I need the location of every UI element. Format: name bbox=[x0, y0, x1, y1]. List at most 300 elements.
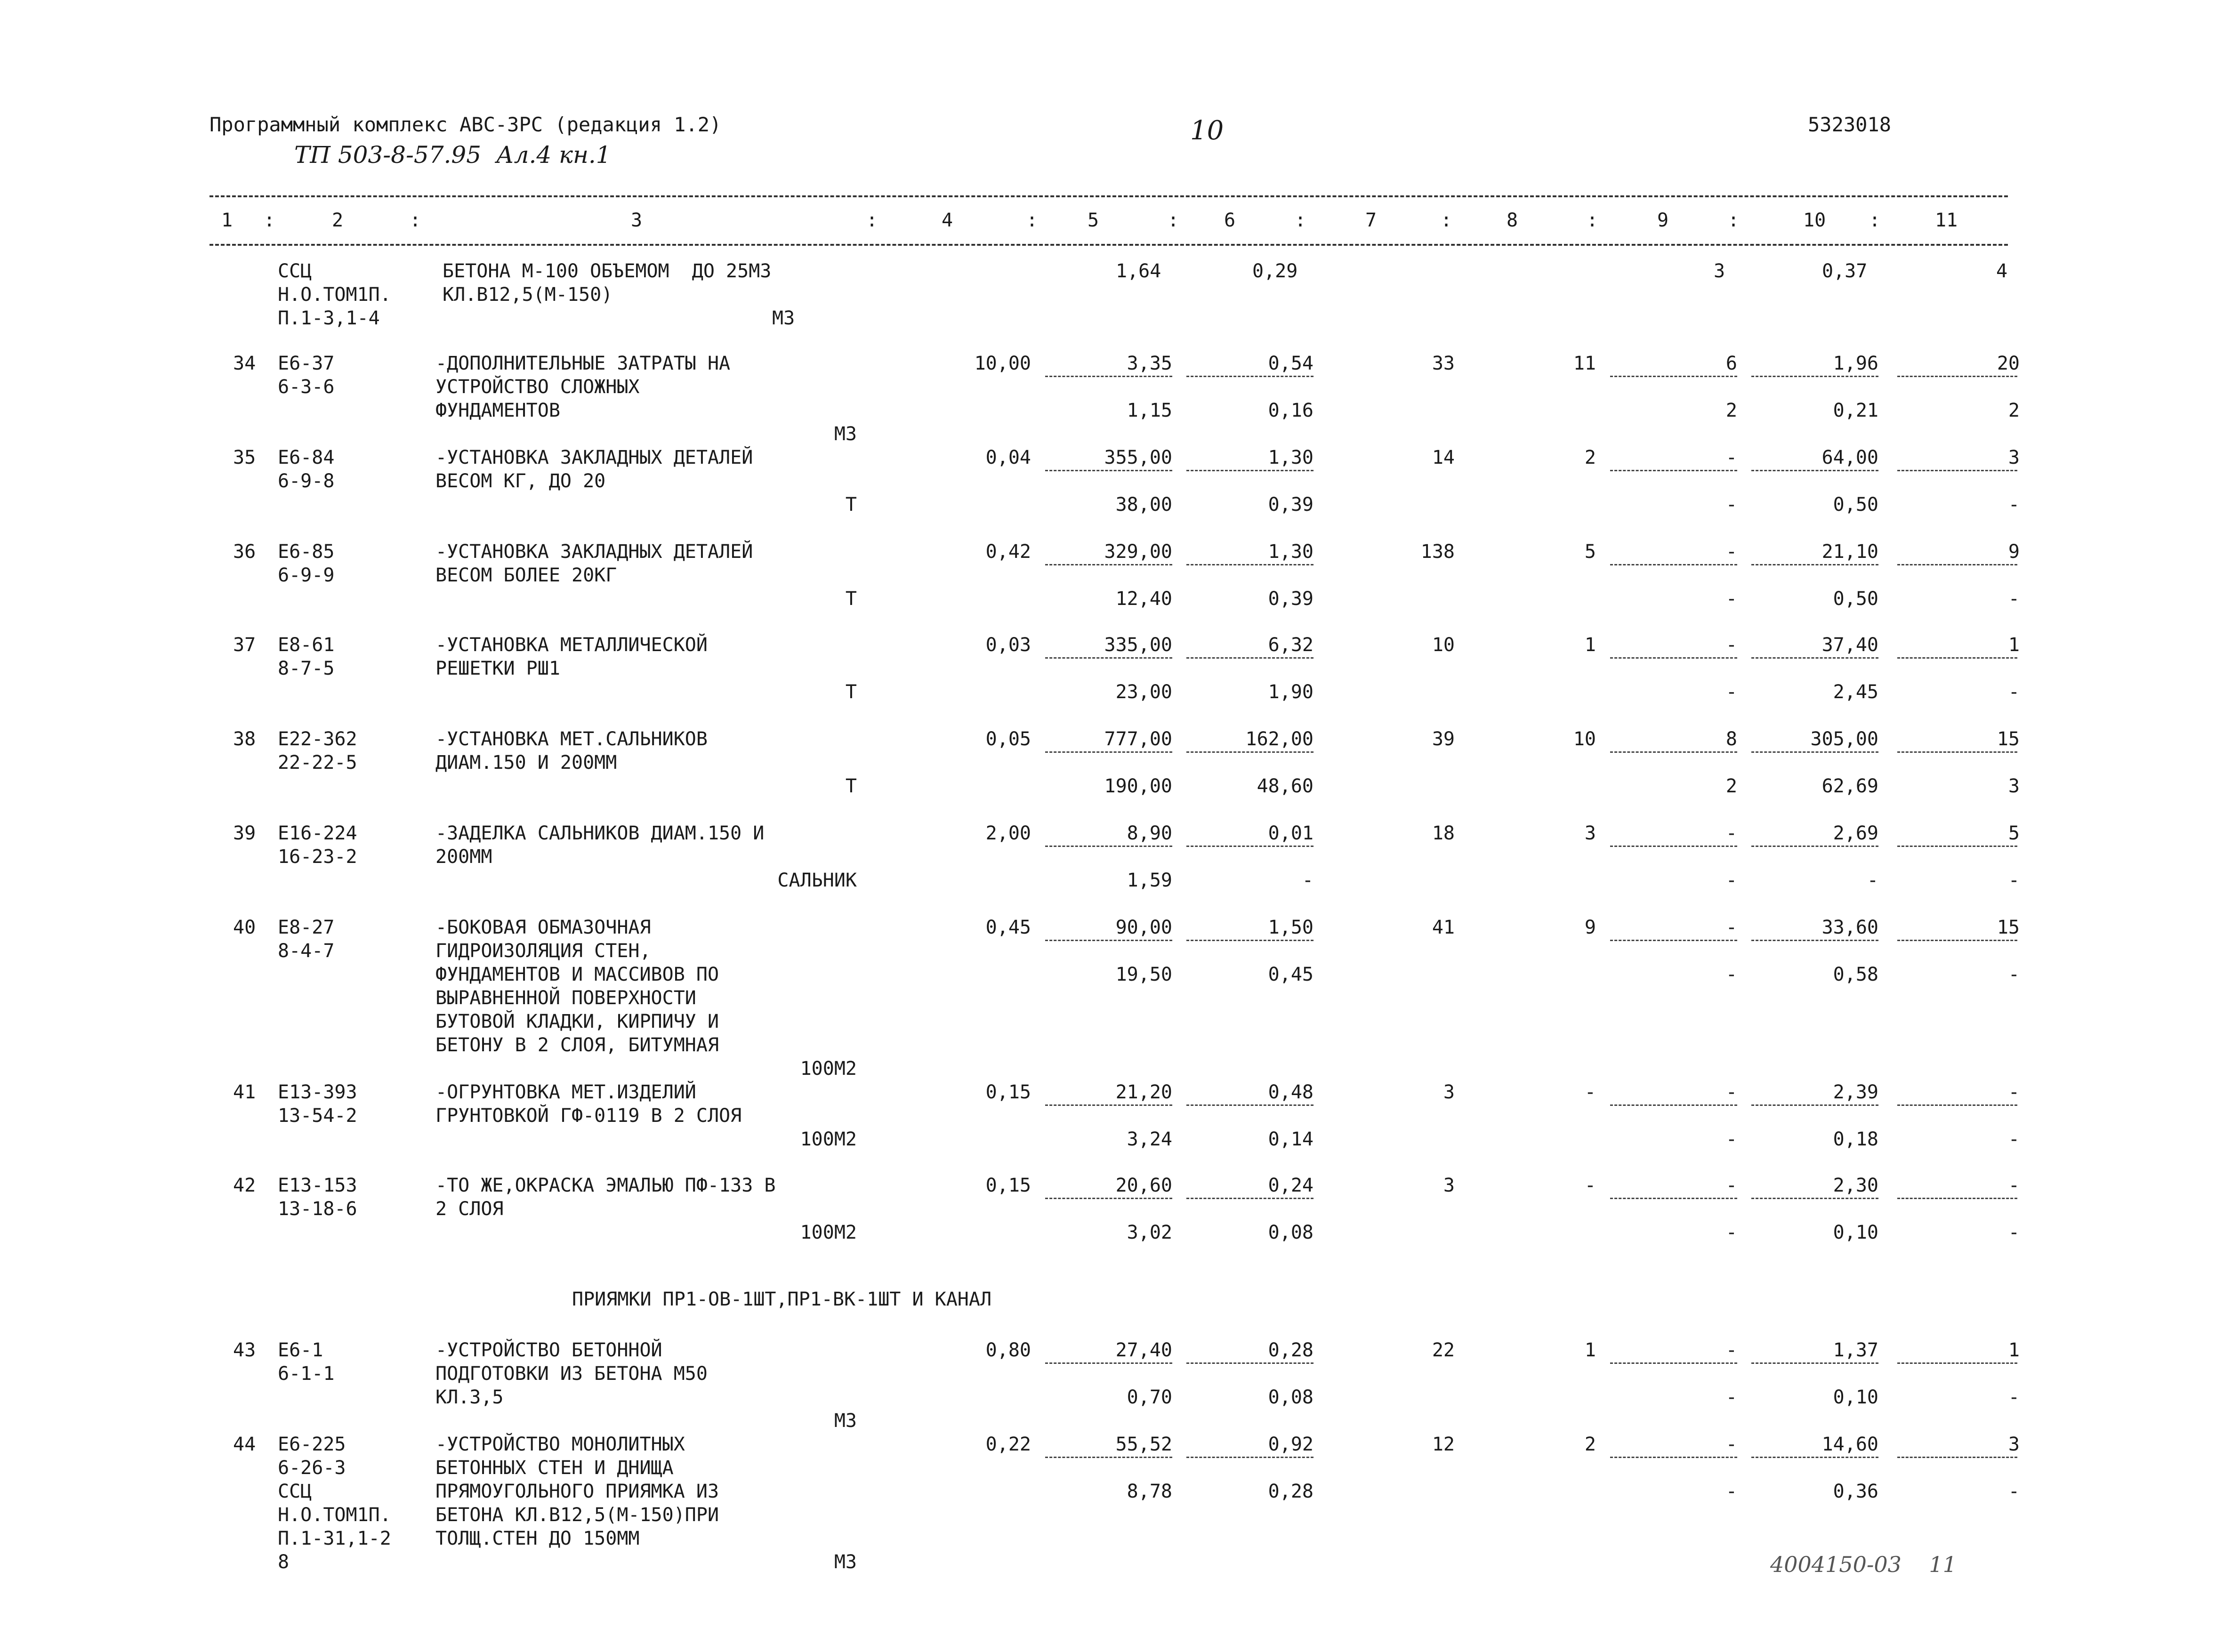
fraction-rule bbox=[1610, 564, 1737, 565]
norm-code: Е16-224 bbox=[278, 822, 357, 844]
unit-wages: 19,50 bbox=[1115, 964, 1172, 985]
unit-cost-machines: 0,24 bbox=[1268, 1175, 1313, 1196]
wages-value: 6 bbox=[1725, 353, 1737, 374]
fraction-rule bbox=[1186, 1457, 1313, 1458]
fraction-rule bbox=[1045, 657, 1172, 659]
work-description-line: 200ММ bbox=[435, 846, 492, 868]
row-number: 37 bbox=[233, 634, 256, 656]
fraction-rule bbox=[1045, 1457, 1172, 1458]
wages-value: - bbox=[1725, 541, 1737, 563]
fraction-rule bbox=[1751, 1198, 1878, 1199]
work-description-line: БУТОВОЙ КЛАДКИ, КИРПИЧУ И bbox=[435, 1011, 719, 1032]
fraction-rule bbox=[1045, 376, 1172, 377]
unit-machine-wages: 0,39 bbox=[1268, 494, 1313, 516]
labor-total: - bbox=[2008, 1081, 2020, 1103]
total-machines: 1 bbox=[1584, 1339, 1596, 1361]
labor-machine-total: - bbox=[2008, 494, 2020, 516]
footer-handwritten-note: 4004150-03 11 bbox=[1770, 1552, 1957, 1577]
fraction-rule bbox=[1045, 1362, 1172, 1364]
unit-wages: 23,00 bbox=[1115, 681, 1172, 703]
total-machines: - bbox=[1584, 1081, 1596, 1103]
unit-of-measure: М3 bbox=[834, 1551, 857, 1573]
fraction-rule bbox=[1751, 657, 1878, 659]
work-description-line: УСТРОЙСТВО СЛОЖНЫХ bbox=[435, 376, 640, 398]
machine-wages: 2 bbox=[1725, 400, 1737, 421]
norm-code: Е6-85 bbox=[278, 541, 335, 563]
fraction-rule bbox=[1897, 376, 2017, 377]
work-description-line: ДИАМ.150 И 200ММ bbox=[435, 752, 617, 774]
labor-unit: 305,00 bbox=[1810, 728, 1878, 750]
machine-wages: - bbox=[1725, 870, 1737, 891]
unit-machine-wages: 0,08 bbox=[1268, 1386, 1313, 1408]
row-number: 40 bbox=[233, 917, 256, 938]
fraction-rule bbox=[1610, 1198, 1737, 1199]
unit-cost-machines: 0,92 bbox=[1268, 1434, 1313, 1455]
column-number: 6 bbox=[1224, 210, 1236, 231]
unit-of-measure: 100М2 bbox=[800, 1058, 857, 1080]
unit-of-measure: Т bbox=[845, 681, 857, 703]
work-description-line: ГИДРОИЗОЛЯЦИЯ СТЕН, bbox=[435, 940, 651, 962]
work-description-line: -УСТАНОВКА МЕТАЛЛИЧЕСКОЙ bbox=[435, 634, 708, 656]
fraction-rule bbox=[1186, 657, 1313, 659]
unit-wages: 3,02 bbox=[1127, 1222, 1172, 1243]
fraction-rule bbox=[1610, 657, 1737, 659]
total-cost: 14 bbox=[1432, 447, 1455, 468]
work-description-line: БЕТОННЫХ СТЕН И ДНИЩА bbox=[435, 1457, 674, 1479]
labor-unit: 1,37 bbox=[1833, 1339, 1878, 1361]
labor-machine-total: - bbox=[2008, 964, 2020, 985]
wages-value: - bbox=[1725, 447, 1737, 468]
column-separator: : bbox=[1295, 210, 1306, 231]
unit-wages: 38,00 bbox=[1115, 494, 1172, 516]
fraction-rule bbox=[1186, 846, 1313, 847]
fraction-rule bbox=[1045, 940, 1172, 941]
unit-cost-total: 329,00 bbox=[1104, 541, 1172, 563]
total-cost: 41 bbox=[1432, 917, 1455, 938]
column-separator: : bbox=[1728, 210, 1740, 231]
labor-machine-unit: 0,58 bbox=[1833, 964, 1878, 985]
labor-total: - bbox=[2008, 1175, 2020, 1196]
first-desc-2: КЛ.В12,5(М-150) bbox=[443, 284, 613, 306]
work-description-line: -УСТРОЙСТВО БЕТОННОЙ bbox=[435, 1339, 662, 1361]
total-machines: 2 bbox=[1584, 447, 1596, 468]
labor-machine-total: 3 bbox=[2008, 775, 2020, 797]
fraction-rule bbox=[1186, 1104, 1313, 1106]
unit-cost-machines: 1,50 bbox=[1268, 917, 1313, 938]
row-number: 44 bbox=[233, 1434, 256, 1455]
labor-total: 15 bbox=[1997, 728, 2020, 750]
unit-cost-machines: 0,54 bbox=[1268, 353, 1313, 374]
unit-of-measure: 100М2 bbox=[800, 1128, 857, 1150]
unit-wages: 8,78 bbox=[1127, 1481, 1172, 1502]
first-code-3: П.1-3,1-4 bbox=[278, 307, 380, 329]
row-number: 38 bbox=[233, 728, 256, 750]
total-cost: 33 bbox=[1432, 353, 1455, 374]
column-number: 2 bbox=[332, 210, 344, 231]
work-description-line: 2 СЛОЯ bbox=[435, 1198, 504, 1220]
column-separator: : bbox=[866, 210, 878, 231]
unit-of-measure: Т bbox=[845, 588, 857, 610]
fraction-rule bbox=[1751, 376, 1878, 377]
column-header-rule bbox=[210, 244, 2008, 246]
labor-machine-unit: 0,50 bbox=[1833, 494, 1878, 516]
fraction-rule bbox=[1610, 376, 1737, 377]
labor-machine-unit: 0,10 bbox=[1833, 1222, 1878, 1243]
unit-machine-wages: 0,28 bbox=[1268, 1481, 1313, 1502]
unit-cost-total: 335,00 bbox=[1104, 634, 1172, 656]
labor-unit: 2,69 bbox=[1833, 822, 1878, 844]
column-number: 7 bbox=[1365, 210, 1377, 231]
fraction-rule bbox=[1751, 751, 1878, 753]
machine-wages: - bbox=[1725, 681, 1737, 703]
total-cost: 18 bbox=[1432, 822, 1455, 844]
total-machines: 9 bbox=[1584, 917, 1596, 938]
total-machines: 11 bbox=[1573, 353, 1596, 374]
labor-machine-unit: 0,18 bbox=[1833, 1128, 1878, 1150]
column-number: 8 bbox=[1507, 210, 1518, 231]
norm-code-secondary: 16-23-2 bbox=[278, 846, 357, 868]
fraction-rule bbox=[1045, 846, 1172, 847]
norm-code-secondary: 13-18-6 bbox=[278, 1198, 357, 1220]
page-number: 10 bbox=[1190, 115, 1224, 146]
fraction-rule bbox=[1186, 751, 1313, 753]
total-cost: 138 bbox=[1420, 541, 1455, 563]
work-description-line: ПРЯМОУГОЛЬНОГО ПРИЯМКА ИЗ bbox=[435, 1481, 719, 1502]
labor-total: 1 bbox=[2008, 634, 2020, 656]
column-number: 11 bbox=[1935, 210, 1958, 231]
total-machines: 10 bbox=[1573, 728, 1596, 750]
machine-wages: 2 bbox=[1725, 775, 1737, 797]
quantity-value: 0,15 bbox=[985, 1175, 1031, 1196]
row-number: 43 bbox=[233, 1339, 256, 1361]
norm-code-secondary: 13-54-2 bbox=[278, 1105, 357, 1127]
labor-total: 3 bbox=[2008, 1434, 2020, 1455]
column-number: 5 bbox=[1088, 210, 1099, 231]
total-cost: 10 bbox=[1432, 634, 1455, 656]
fraction-rule bbox=[1610, 1457, 1737, 1458]
wages-value: - bbox=[1725, 1339, 1737, 1361]
fraction-rule bbox=[1897, 1457, 2017, 1458]
fraction-rule bbox=[1045, 470, 1172, 471]
work-description-line: ФУНДАМЕНТОВ И МАССИВОВ ПО bbox=[435, 964, 719, 985]
column-number: 1 bbox=[221, 210, 233, 231]
unit-wages: 3,24 bbox=[1127, 1128, 1172, 1150]
labor-machine-total: 2 bbox=[2008, 400, 2020, 421]
quantity-value: 0,80 bbox=[985, 1339, 1031, 1361]
work-description-line: -ДОПОЛНИТЕЛЬНЫЕ ЗАТРАТЫ НА bbox=[435, 353, 731, 374]
unit-machine-wages: 1,90 bbox=[1268, 681, 1313, 703]
unit-machine-wages: 0,14 bbox=[1268, 1128, 1313, 1150]
wages-value: - bbox=[1725, 917, 1737, 938]
fraction-rule bbox=[1751, 846, 1878, 847]
quantity-value: 0,04 bbox=[985, 447, 1031, 468]
work-description-line: -УСТАНОВКА МЕТ.САЛЬНИКОВ bbox=[435, 728, 708, 750]
machine-wages: - bbox=[1725, 1222, 1737, 1243]
table-top-rule bbox=[210, 195, 2008, 197]
labor-machine-unit: 2,45 bbox=[1833, 681, 1878, 703]
wages-value: - bbox=[1725, 1081, 1737, 1103]
fraction-rule bbox=[1897, 564, 2017, 565]
wages-value: 8 bbox=[1725, 728, 1737, 750]
fraction-rule bbox=[1897, 1362, 2017, 1364]
labor-machine-unit: 0,50 bbox=[1833, 588, 1878, 610]
unit-wages: 190,00 bbox=[1104, 775, 1172, 797]
labor-total: 20 bbox=[1997, 353, 2020, 374]
unit-wages: 12,40 bbox=[1115, 588, 1172, 610]
column-number: 3 bbox=[631, 210, 643, 231]
work-description-line: ПОДГОТОВКИ ИЗ БЕТОНА М50 bbox=[435, 1363, 708, 1385]
work-description-line: -ОГРУНТОВКА МЕТ.ИЗДЕЛИЙ bbox=[435, 1081, 696, 1103]
document-code: 5323018 bbox=[1808, 113, 1892, 136]
row-number: 35 bbox=[233, 447, 256, 468]
wages-value: - bbox=[1725, 1434, 1737, 1455]
labor-machine-total: - bbox=[2008, 1128, 2020, 1150]
labor-machine-unit: 0,36 bbox=[1833, 1481, 1878, 1502]
work-description-line: ФУНДАМЕНТОВ bbox=[435, 400, 560, 421]
unit-cost-total: 90,00 bbox=[1115, 917, 1172, 938]
norm-code: Е6-37 bbox=[278, 353, 335, 374]
norm-code: Е13-393 bbox=[278, 1081, 357, 1103]
fraction-rule bbox=[1045, 751, 1172, 753]
fraction-rule bbox=[1186, 940, 1313, 941]
total-machines: 5 bbox=[1584, 541, 1596, 563]
quantity-value: 10,00 bbox=[974, 353, 1031, 374]
machine-wages: - bbox=[1725, 1128, 1737, 1150]
project-code: ТП 503-8-57.95 Ал.4 кн.1 bbox=[294, 141, 611, 169]
unit-of-measure: Т bbox=[845, 775, 857, 797]
total-cost: 12 bbox=[1432, 1434, 1455, 1455]
labor-unit: 1,96 bbox=[1833, 353, 1878, 374]
work-description-line: ВЕСОМ КГ, ДО 20 bbox=[435, 470, 606, 492]
fraction-rule bbox=[1610, 846, 1737, 847]
unit-cost-total: 21,20 bbox=[1115, 1081, 1172, 1103]
unit-cost-machines: 162,00 bbox=[1245, 728, 1313, 750]
fraction-rule bbox=[1186, 564, 1313, 565]
unit-of-measure: М3 bbox=[834, 423, 857, 445]
unit-machine-wages: 0,39 bbox=[1268, 588, 1313, 610]
unit-cost-machines: 0,48 bbox=[1268, 1081, 1313, 1103]
norm-code-secondary: 6-1-1 bbox=[278, 1363, 335, 1385]
column-separator: : bbox=[1869, 210, 1881, 231]
price-source-line: Н.О.ТОМ1П. bbox=[278, 1504, 391, 1526]
column-number: 10 bbox=[1803, 210, 1826, 231]
fraction-rule bbox=[1186, 470, 1313, 471]
unit-cost-total: 3,35 bbox=[1127, 353, 1172, 374]
section-title: ПРИЯМКИ ПР1-ОВ-1ШТ,ПР1-ВК-1ШТ И КАНАЛ bbox=[572, 1289, 992, 1310]
fraction-rule bbox=[1610, 1104, 1737, 1106]
wages-value: - bbox=[1725, 634, 1737, 656]
first-c5: 1,64 bbox=[1116, 260, 1161, 282]
quantity-value: 0,22 bbox=[985, 1434, 1031, 1455]
software-title: Программный комплекс АВС-3РС (редакция 1.2) bbox=[210, 113, 722, 136]
labor-unit: 21,10 bbox=[1821, 541, 1878, 563]
total-machines: 2 bbox=[1584, 1434, 1596, 1455]
labor-machine-total: - bbox=[2008, 1222, 2020, 1243]
fraction-rule bbox=[1610, 1362, 1737, 1364]
norm-code-secondary: 6-9-9 bbox=[278, 564, 335, 586]
machine-wages: - bbox=[1725, 1386, 1737, 1408]
fraction-rule bbox=[1186, 376, 1313, 377]
quantity-value: 0,03 bbox=[985, 634, 1031, 656]
fraction-rule bbox=[1610, 940, 1737, 941]
first-c6: 0,29 bbox=[1252, 260, 1298, 282]
unit-cost-machines: 1,30 bbox=[1268, 541, 1313, 563]
labor-machine-total: - bbox=[2008, 1386, 2020, 1408]
quantity-value: 2,00 bbox=[985, 822, 1031, 844]
row-number: 34 bbox=[233, 353, 256, 374]
fraction-rule bbox=[1751, 564, 1878, 565]
work-description-line: -ЗАДЕЛКА САЛЬНИКОВ ДИАМ.150 И bbox=[435, 822, 765, 844]
machine-wages: - bbox=[1725, 494, 1737, 516]
labor-machine-total: - bbox=[2008, 870, 2020, 891]
unit-machine-wages: 0,08 bbox=[1268, 1222, 1313, 1243]
fraction-rule bbox=[1897, 846, 2017, 847]
fraction-rule bbox=[1897, 1104, 2017, 1106]
machine-wages: - bbox=[1725, 588, 1737, 610]
unit-of-measure: М3 bbox=[834, 1410, 857, 1432]
labor-unit: 2,30 bbox=[1833, 1175, 1878, 1196]
norm-code: Е8-27 bbox=[278, 917, 335, 938]
norm-code: Е6-1 bbox=[278, 1339, 323, 1361]
price-source-line: ССЦ bbox=[278, 1481, 312, 1502]
labor-machine-total: - bbox=[2008, 588, 2020, 610]
fraction-rule bbox=[1897, 657, 2017, 659]
labor-machine-unit: 62,69 bbox=[1821, 775, 1878, 797]
first-unit: М3 bbox=[772, 307, 795, 329]
machine-wages: - bbox=[1725, 1481, 1737, 1502]
fraction-rule bbox=[1186, 1198, 1313, 1199]
fraction-rule bbox=[1751, 470, 1878, 471]
work-description-line: КЛ.3,5 bbox=[435, 1386, 504, 1408]
unit-cost-machines: 6,32 bbox=[1268, 634, 1313, 656]
unit-cost-machines: 1,30 bbox=[1268, 447, 1313, 468]
unit-wages: 1,59 bbox=[1127, 870, 1172, 891]
fraction-rule bbox=[1751, 1362, 1878, 1364]
work-description-line: -УСТРОЙСТВО МОНОЛИТНЫХ bbox=[435, 1434, 685, 1455]
first-c11: 4 bbox=[1996, 260, 2008, 282]
fraction-rule bbox=[1610, 470, 1737, 471]
work-description-line: ГРУНТОВКОЙ ГФ-0119 В 2 СЛОЯ bbox=[435, 1105, 742, 1127]
work-description-line: РЕШЕТКИ РШ1 bbox=[435, 658, 560, 679]
row-number: 42 bbox=[233, 1175, 256, 1196]
work-description-line: ТОЛЩ.СТЕН ДО 150ММ bbox=[435, 1528, 640, 1549]
unit-wages: 0,70 bbox=[1127, 1386, 1172, 1408]
price-source-line: П.1-31,1-2 bbox=[278, 1528, 391, 1549]
norm-code: Е22-362 bbox=[278, 728, 357, 750]
unit-cost-total: 355,00 bbox=[1104, 447, 1172, 468]
price-source-line: 8 bbox=[278, 1551, 290, 1573]
unit-of-measure: 100М2 bbox=[800, 1222, 857, 1243]
work-description-line: БЕТОНУ В 2 СЛОЯ, БИТУМНАЯ bbox=[435, 1034, 719, 1056]
column-number: 9 bbox=[1657, 210, 1669, 231]
quantity-value: 0,15 bbox=[985, 1081, 1031, 1103]
norm-code-secondary: 8-7-5 bbox=[278, 658, 335, 679]
work-description-line: БЕТОНА КЛ.В12,5(М-150)ПРИ bbox=[435, 1504, 719, 1526]
total-cost: 22 bbox=[1432, 1339, 1455, 1361]
unit-cost-machines: 0,01 bbox=[1268, 822, 1313, 844]
work-description-line: -УСТАНОВКА ЗАКЛАДНЫХ ДЕТАЛЕЙ bbox=[435, 541, 753, 563]
work-description-line: ВЫРАВНЕННОЙ ПОВЕРХНОСТИ bbox=[435, 987, 696, 1009]
fraction-rule bbox=[1897, 940, 2017, 941]
first-c9: 3 bbox=[1714, 260, 1725, 282]
total-machines: - bbox=[1584, 1175, 1596, 1196]
norm-code-secondary: 8-4-7 bbox=[278, 940, 335, 962]
unit-machine-wages: 0,16 bbox=[1268, 400, 1313, 421]
labor-unit: 33,60 bbox=[1821, 917, 1878, 938]
norm-code: Е6-84 bbox=[278, 447, 335, 468]
unit-cost-total: 777,00 bbox=[1104, 728, 1172, 750]
unit-machine-wages: - bbox=[1302, 870, 1313, 891]
labor-machine-unit: 0,21 bbox=[1833, 400, 1878, 421]
quantity-value: 0,05 bbox=[985, 728, 1031, 750]
fraction-rule bbox=[1045, 1104, 1172, 1106]
unit-machine-wages: 48,60 bbox=[1257, 775, 1313, 797]
unit-machine-wages: 0,45 bbox=[1268, 964, 1313, 985]
work-description-line: -ТО ЖЕ,ОКРАСКА ЭМАЛЬЮ ПФ-133 В bbox=[435, 1175, 776, 1196]
labor-total: 3 bbox=[2008, 447, 2020, 468]
work-description-line: ВЕСОМ БОЛЕЕ 20КГ bbox=[435, 564, 617, 586]
quantity-value: 0,45 bbox=[985, 917, 1031, 938]
labor-machine-total: - bbox=[2008, 1481, 2020, 1502]
quantity-value: 0,42 bbox=[985, 541, 1031, 563]
labor-unit: 14,60 bbox=[1821, 1434, 1878, 1455]
labor-total: 5 bbox=[2008, 822, 2020, 844]
fraction-rule bbox=[1897, 470, 2017, 471]
fraction-rule bbox=[1186, 1362, 1313, 1364]
fraction-rule bbox=[1751, 1104, 1878, 1106]
first-desc-1: БЕТОНА М-100 ОБЪЕМОМ ДО 25М3 bbox=[443, 260, 772, 282]
row-number: 36 bbox=[233, 541, 256, 563]
labor-machine-unit: 0,10 bbox=[1833, 1386, 1878, 1408]
first-code-2: Н.О.ТОМ1П. bbox=[278, 284, 391, 306]
unit-cost-total: 55,52 bbox=[1115, 1434, 1172, 1455]
column-separator: : bbox=[1026, 210, 1038, 231]
fraction-rule bbox=[1897, 1198, 2017, 1199]
column-separator: : bbox=[1587, 210, 1598, 231]
work-description-line: -УСТАНОВКА ЗАКЛАДНЫХ ДЕТАЛЕЙ bbox=[435, 447, 753, 468]
labor-total: 9 bbox=[2008, 541, 2020, 563]
fraction-rule bbox=[1751, 1457, 1878, 1458]
unit-of-measure: САЛЬНИК bbox=[777, 870, 857, 891]
norm-code: Е8-61 bbox=[278, 634, 335, 656]
norm-code-secondary: 6-3-6 bbox=[278, 376, 335, 398]
unit-wages: 1,15 bbox=[1127, 400, 1172, 421]
labor-total: 1 bbox=[2008, 1339, 2020, 1361]
norm-code: Е6-225 bbox=[278, 1434, 346, 1455]
unit-of-measure: Т bbox=[845, 494, 857, 516]
unit-cost-total: 20,60 bbox=[1115, 1175, 1172, 1196]
column-number: 4 bbox=[942, 210, 953, 231]
column-separator: : bbox=[410, 210, 421, 231]
first-code-1: ССЦ bbox=[278, 260, 312, 282]
fraction-rule bbox=[1610, 751, 1737, 753]
unit-cost-total: 8,90 bbox=[1127, 822, 1172, 844]
fraction-rule bbox=[1045, 564, 1172, 565]
total-machines: 3 bbox=[1584, 822, 1596, 844]
total-cost: 3 bbox=[1443, 1175, 1455, 1196]
norm-code: Е13-153 bbox=[278, 1175, 357, 1196]
labor-unit: 64,00 bbox=[1821, 447, 1878, 468]
labor-machine-unit: - bbox=[1867, 870, 1878, 891]
fraction-rule bbox=[1045, 1198, 1172, 1199]
row-number: 39 bbox=[233, 822, 256, 844]
machine-wages: - bbox=[1725, 964, 1737, 985]
norm-code-secondary: 6-26-3 bbox=[278, 1457, 346, 1479]
column-separator: : bbox=[1168, 210, 1179, 231]
labor-unit: 2,39 bbox=[1833, 1081, 1878, 1103]
unit-cost-total: 27,40 bbox=[1115, 1339, 1172, 1361]
unit-cost-machines: 0,28 bbox=[1268, 1339, 1313, 1361]
